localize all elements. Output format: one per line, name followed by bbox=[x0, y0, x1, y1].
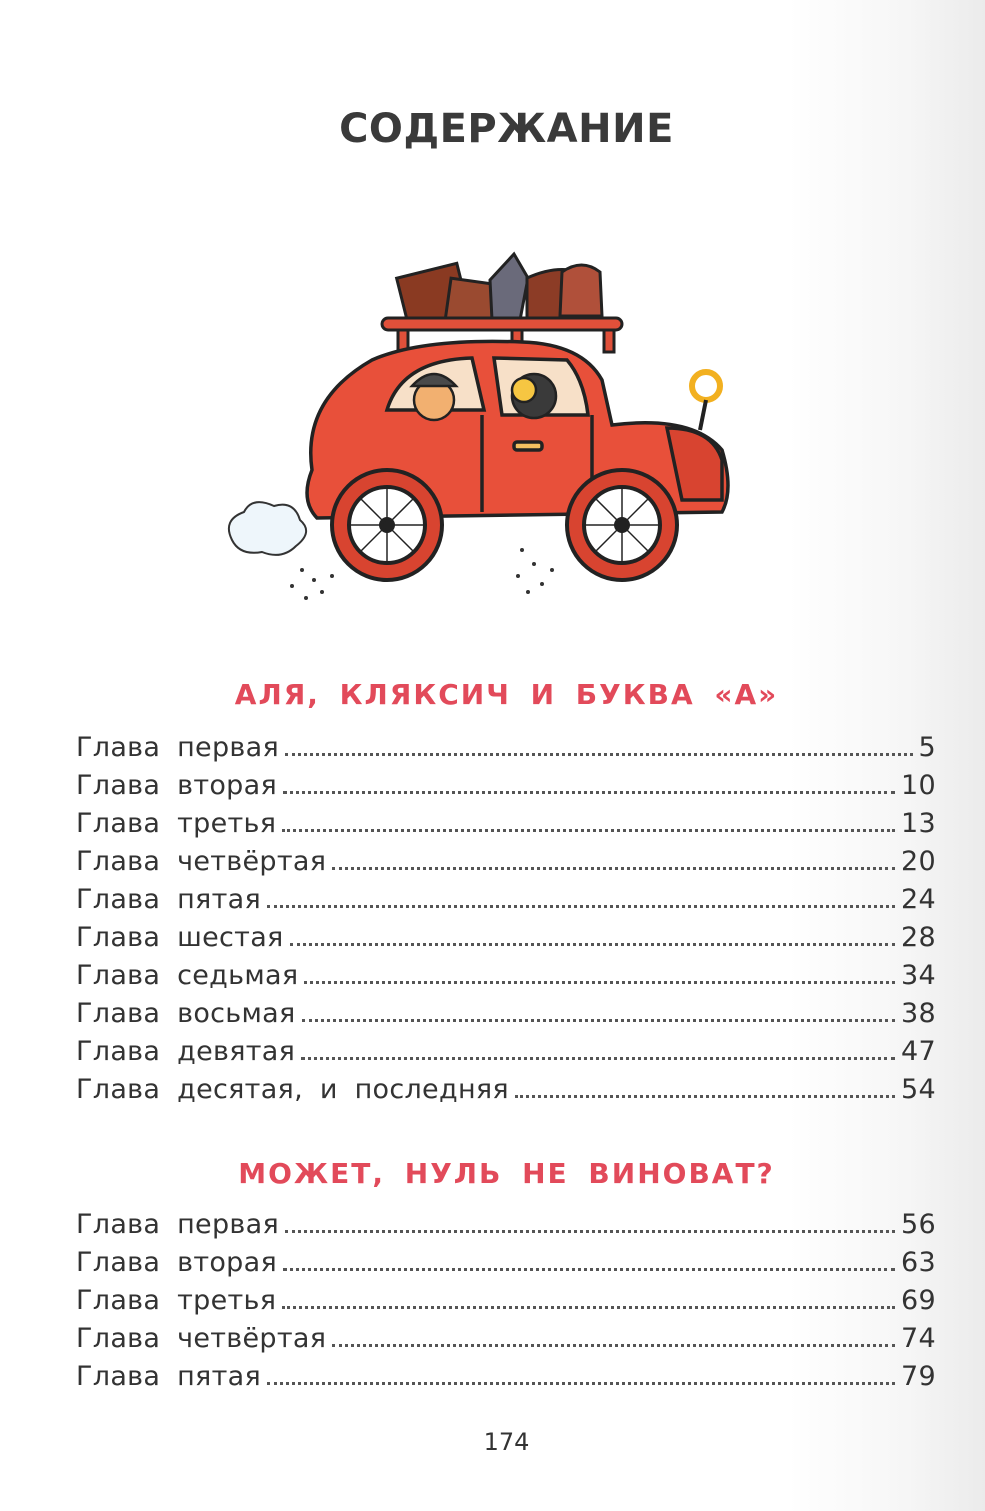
chapter-name: Глава третья bbox=[76, 808, 277, 839]
leader-dots bbox=[282, 829, 895, 832]
leader-dots bbox=[302, 1019, 895, 1022]
toc-entry[interactable] bbox=[76, 732, 936, 770]
chapter-name: Глава пятая bbox=[76, 884, 262, 915]
chapter-name: Глава седьмая bbox=[76, 960, 299, 991]
chapter-name: Глава шестая bbox=[76, 922, 284, 953]
toc-entry[interactable] bbox=[76, 1285, 936, 1323]
toc-entry[interactable] bbox=[76, 922, 936, 960]
leader-dots bbox=[290, 943, 895, 946]
car-with-luggage-illustration bbox=[222, 250, 752, 610]
leader-dots bbox=[332, 1344, 895, 1347]
toc-entry[interactable] bbox=[76, 884, 936, 922]
section-title-2: МОЖЕТ, НУЛЬ НЕ ВИНОВАТ? bbox=[238, 1157, 775, 1190]
toc-entry[interactable] bbox=[76, 808, 936, 846]
chapter-page: 63 bbox=[901, 1247, 936, 1278]
chapter-name: Глава первая bbox=[76, 1209, 280, 1240]
leader-dots bbox=[304, 981, 895, 984]
toc-entry[interactable] bbox=[76, 998, 936, 1036]
chapter-page: 38 bbox=[901, 998, 936, 1029]
chapter-page: 28 bbox=[901, 922, 936, 953]
chapter-page: 20 bbox=[901, 846, 936, 877]
toc-entry[interactable] bbox=[76, 1361, 936, 1399]
toc-entry[interactable] bbox=[76, 846, 936, 884]
chapter-name: Глава первая bbox=[76, 732, 280, 763]
toc-entry[interactable] bbox=[76, 1074, 936, 1112]
chapter-name: Глава десятая, и последняя bbox=[76, 1074, 509, 1105]
chapter-page: 24 bbox=[901, 884, 936, 915]
leader-dots bbox=[301, 1057, 895, 1060]
chapter-name: Глава восьмая bbox=[76, 998, 296, 1029]
leader-dots bbox=[285, 753, 913, 756]
chapter-name: Глава третья bbox=[76, 1285, 277, 1316]
page-title: СОДЕРЖАНИЕ bbox=[339, 106, 674, 152]
toc-entry[interactable] bbox=[76, 770, 936, 808]
chapter-page: 69 bbox=[901, 1285, 936, 1316]
toc-entry[interactable] bbox=[76, 1323, 936, 1361]
chapter-page: 34 bbox=[901, 960, 936, 991]
chapter-page: 5 bbox=[918, 732, 936, 763]
chapter-page: 10 bbox=[901, 770, 936, 801]
exhaust-cloud bbox=[229, 502, 306, 555]
leader-dots bbox=[267, 905, 895, 908]
page-number: 174 bbox=[483, 1428, 530, 1456]
leader-dots bbox=[267, 1382, 895, 1385]
chapter-name: Глава пятая bbox=[76, 1361, 262, 1392]
leader-dots bbox=[332, 867, 895, 870]
toc-entry[interactable] bbox=[76, 960, 936, 998]
chapter-name: Глава девятая bbox=[76, 1036, 296, 1067]
chapter-name: Глава четвёртая bbox=[76, 1323, 327, 1354]
toc-entry[interactable] bbox=[76, 1209, 936, 1247]
chapter-page: 54 bbox=[901, 1074, 936, 1105]
leader-dots bbox=[282, 1306, 895, 1309]
toc-entry[interactable] bbox=[76, 1247, 936, 1285]
toc-list-2 bbox=[76, 1209, 936, 1399]
leader-dots bbox=[283, 1268, 895, 1271]
leader-dots bbox=[285, 1230, 895, 1233]
chapter-name: Глава четвёртая bbox=[76, 846, 327, 877]
chapter-name: Глава вторая bbox=[76, 1247, 277, 1278]
chapter-page: 74 bbox=[901, 1323, 936, 1354]
section-title-1: АЛЯ, КЛЯКСИЧ И БУКВА «А» bbox=[234, 678, 779, 711]
chapter-name: Глава вторая bbox=[76, 770, 277, 801]
leader-dots bbox=[283, 791, 895, 794]
chapter-page: 13 bbox=[901, 808, 936, 839]
toc-list-1 bbox=[76, 732, 936, 1112]
toc-entry[interactable] bbox=[76, 1036, 936, 1074]
chapter-page: 47 bbox=[901, 1036, 936, 1067]
leader-dots bbox=[515, 1095, 895, 1098]
chapter-page: 79 bbox=[901, 1361, 936, 1392]
chapter-page: 56 bbox=[901, 1209, 936, 1240]
